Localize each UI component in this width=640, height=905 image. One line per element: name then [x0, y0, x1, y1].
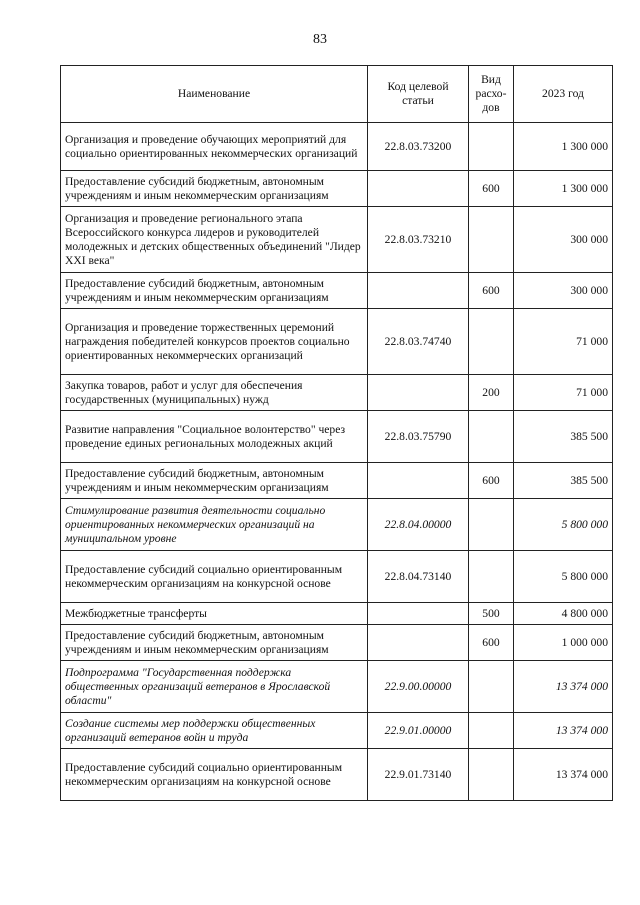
row-type — [469, 309, 514, 375]
row-amount: 385 500 — [514, 463, 613, 499]
header-code: Код целевой статьи — [368, 66, 469, 123]
row-name: Предоставление субсидий социально ориентированным некоммерческим организациям на конкурсной основе — [61, 749, 368, 801]
row-type: 600 — [469, 273, 514, 309]
row-name: Предоставление субсидий бюджетным, автономным учреждениям и иным некоммерческим организациям — [61, 463, 368, 499]
row-type: 600 — [469, 463, 514, 499]
row-name: Предоставление субсидий бюджетным, автономным учреждениям и иным некоммерческим организациям — [61, 171, 368, 207]
row-amount: 13 374 000 — [514, 661, 613, 713]
row-name: Предоставление субсидий бюджетным, автономным учреждениям и иным некоммерческим организациям — [61, 273, 368, 309]
row-code — [368, 625, 469, 661]
row-name: Межбюджетные трансферты — [61, 603, 368, 625]
row-type — [469, 551, 514, 603]
row-amount: 300 000 — [514, 273, 613, 309]
row-type — [469, 499, 514, 551]
row-amount: 4 800 000 — [514, 603, 613, 625]
row-name: Предоставление субсидий бюджетным, автономным учреждениям и иным некоммерческим организациям — [61, 625, 368, 661]
row-name: Организация и проведение торжественных церемоний награждения победителей конкурсов проектов социально ориентированных некоммерческих организаций — [61, 309, 368, 375]
row-code: 22.8.03.75790 — [368, 411, 469, 463]
row-code — [368, 463, 469, 499]
row-amount: 71 000 — [514, 309, 613, 375]
row-name: Организация и проведение регионального этапа Всероссийского конкурса лидеров и руководителей молодежных и детских общественных объединений "Лидер XXI века" — [61, 207, 368, 273]
table-row — [61, 749, 613, 801]
row-type — [469, 749, 514, 801]
row-type — [469, 411, 514, 463]
row-name: Закупка товаров, работ и услуг для обеспечения государственных (муниципальных) нужд — [61, 375, 368, 411]
table-row — [61, 463, 613, 499]
table-row — [61, 273, 613, 309]
row-type: 600 — [469, 625, 514, 661]
row-type: 600 — [469, 171, 514, 207]
table-row — [61, 123, 613, 171]
table-row — [61, 375, 613, 411]
row-amount: 13 374 000 — [514, 749, 613, 801]
row-amount: 1 000 000 — [514, 625, 613, 661]
row-type: 200 — [469, 375, 514, 411]
row-code — [368, 375, 469, 411]
table-row — [61, 625, 613, 661]
row-code: 22.8.03.73200 — [368, 123, 469, 171]
row-amount: 5 800 000 — [514, 551, 613, 603]
row-code: 22.8.03.74740 — [368, 309, 469, 375]
row-amount: 385 500 — [514, 411, 613, 463]
page-number: 83 — [313, 32, 327, 47]
table-row — [61, 411, 613, 463]
row-code — [368, 171, 469, 207]
row-type — [469, 207, 514, 273]
header-name: Наименование — [61, 66, 368, 123]
row-type — [469, 661, 514, 713]
row-type — [469, 713, 514, 749]
row-amount: 1 300 000 — [514, 123, 613, 171]
row-name: Развитие направления "Социальное волонтерство" через проведение единых региональных молодежных акций — [61, 411, 368, 463]
row-code — [368, 273, 469, 309]
table-row — [61, 207, 613, 273]
row-code: 22.9.01.73140 — [368, 749, 469, 801]
table-row — [61, 309, 613, 375]
row-name: Предоставление субсидий социально ориентированным некоммерческим организациям на конкурсной основе — [61, 551, 368, 603]
row-name: Подпрограмма "Государственная поддержка общественных организаций ветеранов в Ярославской области" — [61, 661, 368, 713]
header-type: Вид расхо-дов — [469, 66, 514, 123]
row-code: 22.9.00.00000 — [368, 661, 469, 713]
table-row — [61, 713, 613, 749]
row-code: 22.8.03.73210 — [368, 207, 469, 273]
row-code — [368, 603, 469, 625]
row-amount: 5 800 000 — [514, 499, 613, 551]
table-row — [61, 661, 613, 713]
row-code: 22.8.04.73140 — [368, 551, 469, 603]
row-name: Стимулирование развития деятельности социально ориентированных некоммерческих организаций на муниципальном уровне — [61, 499, 368, 551]
budget-table — [60, 65, 613, 801]
table-row — [61, 171, 613, 207]
row-amount: 1 300 000 — [514, 171, 613, 207]
row-amount: 71 000 — [514, 375, 613, 411]
row-code: 22.9.01.00000 — [368, 713, 469, 749]
table-row — [61, 603, 613, 625]
row-name: Организация и проведение обучающих мероприятий для социально ориентированных некоммерческих организаций — [61, 123, 368, 171]
row-type: 500 — [469, 603, 514, 625]
header-amount: 2023 год — [514, 66, 613, 123]
row-amount: 13 374 000 — [514, 713, 613, 749]
table-header-row — [61, 66, 613, 123]
table-row — [61, 499, 613, 551]
row-code: 22.8.04.00000 — [368, 499, 469, 551]
row-type — [469, 123, 514, 171]
row-name: Создание системы мер поддержки общественных организаций ветеранов войн и труда — [61, 713, 368, 749]
row-amount: 300 000 — [514, 207, 613, 273]
table-row — [61, 551, 613, 603]
